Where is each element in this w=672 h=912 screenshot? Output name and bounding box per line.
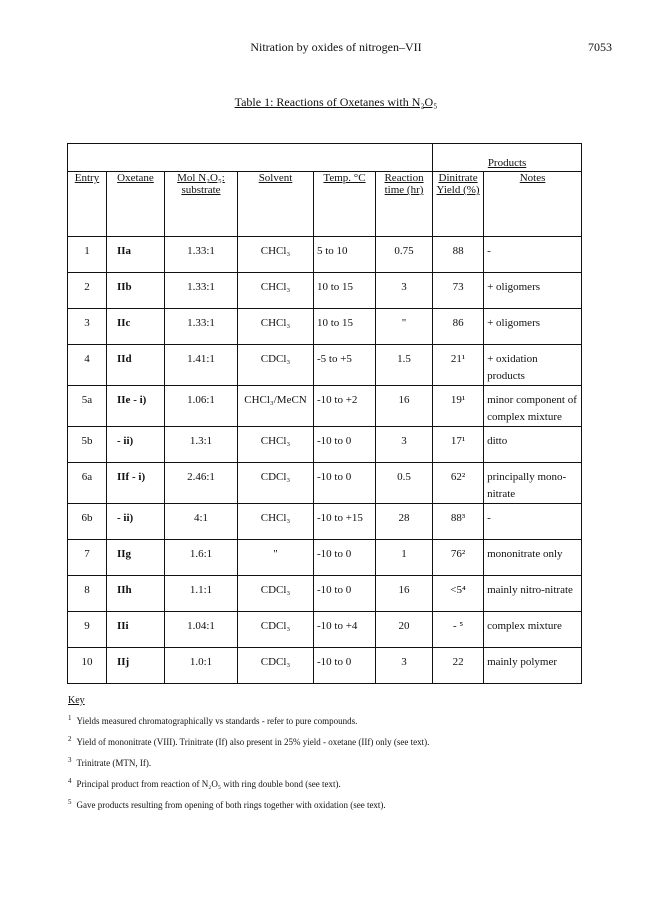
cell-ratio: 4:1 [165, 504, 238, 540]
cell-oxetane: IIe - i) [107, 386, 165, 427]
oxetane-reactions-table [67, 143, 582, 684]
cell-ratio: 1.3:1 [165, 427, 238, 463]
cell-yield: 17¹ [433, 427, 484, 463]
cell-yield: 76² [433, 540, 484, 576]
key-section [68, 695, 429, 817]
cell-solvent: CDCl₃ [238, 612, 314, 648]
cell-oxetane: IIh [107, 576, 165, 612]
cell-notes: mainly polymer [484, 648, 582, 684]
cell-solvent: " [238, 540, 314, 576]
cell-notes: mononitrate only [484, 540, 582, 576]
cell-entry: 9 [68, 612, 107, 648]
cell-entry: 8 [68, 576, 107, 612]
cell-yield: - ⁵ [433, 612, 484, 648]
cell-oxetane: IIj [107, 648, 165, 684]
table-column-header-row [68, 172, 582, 237]
cell-notes: ditto [484, 427, 582, 463]
cell-ratio: 1.04:1 [165, 612, 238, 648]
page-number: 7053 [588, 40, 612, 54]
column-header-temp: Temp. °C [314, 172, 376, 237]
cell-notes: complex mixture [484, 612, 582, 648]
cell-ratio: 1.6:1 [165, 540, 238, 576]
table-body [68, 237, 582, 684]
cell-temp: -10 to 0 [314, 540, 376, 576]
table-row [68, 309, 582, 345]
table-row [68, 386, 582, 427]
cell-entry: 5a [68, 386, 107, 427]
running-title: Nitration by oxides of nitrogen–VII [250, 40, 422, 54]
cell-solvent: CHCl₃ [238, 237, 314, 273]
table-row [68, 648, 582, 684]
cell-oxetane: IId [107, 345, 165, 386]
cell-notes: minor component of complex mixture [484, 386, 582, 427]
column-header-ratio: Mol N₂O₅: substrate [165, 172, 238, 237]
cell-oxetane: IIc [107, 309, 165, 345]
cell-temp: -10 to +2 [314, 386, 376, 427]
cell-solvent: CHCl₃ [238, 273, 314, 309]
footnote-mark: 3 [68, 756, 72, 764]
cell-time: 3 [376, 648, 433, 684]
footnote-mark: 2 [68, 735, 72, 743]
cell-ratio: 1.33:1 [165, 273, 238, 309]
cell-temp: 5 to 10 [314, 237, 376, 273]
cell-ratio: 1.06:1 [165, 386, 238, 427]
cell-temp: 10 to 15 [314, 309, 376, 345]
cell-time: 3 [376, 427, 433, 463]
table-row [68, 612, 582, 648]
cell-yield: 73 [433, 273, 484, 309]
cell-temp: -10 to +15 [314, 504, 376, 540]
cell-time: 20 [376, 612, 433, 648]
cell-ratio: 1.41:1 [165, 345, 238, 386]
column-header-oxetane: Oxetane [107, 172, 165, 237]
cell-temp: -10 to 0 [314, 463, 376, 504]
cell-solvent: CDCl₃ [238, 648, 314, 684]
column-header-notes: Notes [484, 172, 582, 237]
table-row [68, 273, 582, 309]
footnote-text: Principal product from reaction of N₂O₅ with ring double bond (see text). [76, 779, 341, 789]
table-row [68, 463, 582, 504]
footnote-text: Gave products resulting from opening of both rings together with oxidation (see text). [76, 800, 386, 810]
table-row [68, 345, 582, 386]
cell-yield: 88³ [433, 504, 484, 540]
cell-entry: 7 [68, 540, 107, 576]
cell-yield: 19¹ [433, 386, 484, 427]
cell-notes: - [484, 237, 582, 273]
cell-oxetane: IIa [107, 237, 165, 273]
cell-ratio: 2.46:1 [165, 463, 238, 504]
table-caption: Table 1: Reactions of Oxetanes with N₂O₅ [234, 95, 438, 109]
cell-oxetane: - ii) [107, 504, 165, 540]
table-row [68, 540, 582, 576]
footnote-text: Trinitrate (MTN, If). [76, 758, 152, 768]
cell-yield: <5⁴ [433, 576, 484, 612]
cell-time: 16 [376, 576, 433, 612]
column-header-entry: Entry [68, 172, 107, 237]
cell-entry: 10 [68, 648, 107, 684]
cell-entry: 3 [68, 309, 107, 345]
cell-time: 28 [376, 504, 433, 540]
cell-ratio: 1.33:1 [165, 309, 238, 345]
table-row [68, 237, 582, 273]
cell-time: 3 [376, 273, 433, 309]
cell-temp: 10 to 15 [314, 273, 376, 309]
table-group-header-row [68, 144, 582, 172]
cell-solvent: CHCl₃ [238, 427, 314, 463]
cell-time: 16 [376, 386, 433, 427]
cell-entry: 5b [68, 427, 107, 463]
cell-time: " [376, 309, 433, 345]
cell-oxetane: IIf - i) [107, 463, 165, 504]
cell-temp: -5 to +5 [314, 345, 376, 386]
footnote-text: Yields measured chromatographically vs standards - refer to pure compounds. [76, 716, 358, 726]
cell-oxetane: - ii) [107, 427, 165, 463]
footnote-text: Yield of mononitrate (VIII). Trinitrate (If) also present in 25% yield - oxetane (IIf) only (see text). [76, 737, 430, 747]
cell-yield: 62² [433, 463, 484, 504]
cell-entry: 6b [68, 504, 107, 540]
cell-yield: 22 [433, 648, 484, 684]
cell-time: 1 [376, 540, 433, 576]
cell-ratio: 1.33:1 [165, 237, 238, 273]
cell-temp: -10 to 0 [314, 576, 376, 612]
column-header-time: Reaction time (hr) [376, 172, 433, 237]
cell-temp: -10 to +4 [314, 612, 376, 648]
table-row [68, 504, 582, 540]
group-header-spacer [68, 144, 433, 172]
cell-notes: principally mono-nitrate [484, 463, 582, 504]
cell-entry: 6a [68, 463, 107, 504]
column-header-solvent: Solvent [238, 172, 314, 237]
cell-entry: 4 [68, 345, 107, 386]
cell-solvent: CHCl₃/MeCN [238, 386, 314, 427]
footnote [68, 775, 429, 790]
cell-notes: + oligomers [484, 309, 582, 345]
cell-solvent: CDCl₃ [238, 576, 314, 612]
column-header-yield: Dinitrate Yield (%) [433, 172, 484, 237]
cell-oxetane: IIb [107, 273, 165, 309]
cell-yield: 21¹ [433, 345, 484, 386]
key-heading: Key [68, 695, 85, 706]
cell-solvent: CDCl₃ [238, 463, 314, 504]
table-row [68, 427, 582, 463]
table-row [68, 576, 582, 612]
cell-notes: + oxidation products [484, 345, 582, 386]
cell-solvent: CHCl₃ [238, 309, 314, 345]
cell-notes: - [484, 504, 582, 540]
footnote-mark: 4 [68, 777, 72, 785]
footnote [68, 754, 429, 769]
cell-time: 1.5 [376, 345, 433, 386]
footnote [68, 712, 429, 727]
cell-notes: mainly nitro-nitrate [484, 576, 582, 612]
cell-temp: -10 to 0 [314, 648, 376, 684]
footnote [68, 796, 429, 811]
cell-ratio: 1.0:1 [165, 648, 238, 684]
cell-entry: 1 [68, 237, 107, 273]
cell-notes: + oligomers [484, 273, 582, 309]
cell-ratio: 1.1:1 [165, 576, 238, 612]
cell-entry: 2 [68, 273, 107, 309]
cell-time: 0.5 [376, 463, 433, 504]
cell-oxetane: IIg [107, 540, 165, 576]
cell-temp: -10 to 0 [314, 427, 376, 463]
cell-oxetane: IIi [107, 612, 165, 648]
products-group-header: Products [433, 144, 582, 172]
footnote-mark: 5 [68, 798, 72, 806]
cell-time: 0.75 [376, 237, 433, 273]
cell-solvent: CHCl₃ [238, 504, 314, 540]
cell-yield: 86 [433, 309, 484, 345]
footnote-mark: 1 [68, 714, 72, 722]
cell-yield: 88 [433, 237, 484, 273]
cell-solvent: CDCl₃ [238, 345, 314, 386]
footnote [68, 733, 429, 748]
